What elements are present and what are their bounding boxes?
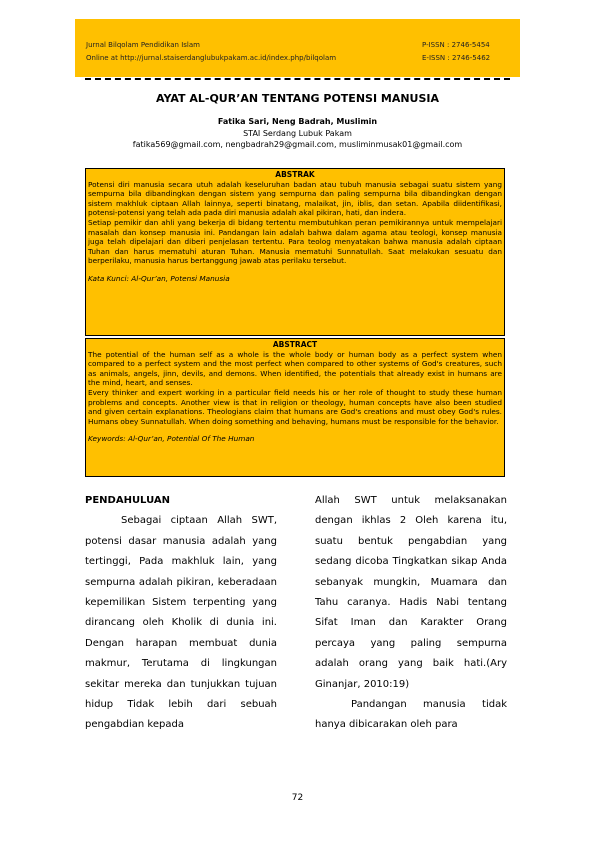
abstract-box <box>85 338 505 477</box>
article-affiliation: STAI Serdang Lubuk Pakam <box>243 129 352 138</box>
abstrak-keywords: Kata Kunci: Al-Qur’an, Potensi Manusia <box>88 273 230 283</box>
abstrak-heading: ABSTRAK <box>275 170 315 179</box>
abstrak-box <box>85 168 505 336</box>
header-divider <box>85 78 510 80</box>
abstract-heading: ABSTRACT <box>272 340 318 349</box>
journal-online-url[interactable]: Online at http://jurnal.staiserdanglubukpakam.ac.id/index.php/bilqolam <box>86 54 337 62</box>
abstrak-paragraph-2: Setiap pemikir dan ahli yang bekerja di bidang tertentu membutuhkan peran pemikirannya untuk mempelajari masalah dan konsep manusia ini. Pandangan lain adalah bahwa dalam agama atau teologi, konsep manusia juga telah dipelajari dan diberi penjelasan tertentu. Para teolog menyatakan bahwa manusia adalah ciptaan Tuhan dan harus mematuhi aturan Tuhan. Manusia mematuhi Sunnatullah. Saat melakukan sesuatu dan berperilaku, manusia harus bertanggung jawab atas perilaku tersebut. <box>88 217 502 266</box>
body-column-right <box>315 491 507 736</box>
author-emails[interactable]: fatika569@gmail.com, nengbadrah29@gmail.com, musliminmusak01@gmail.com <box>132 140 463 149</box>
page-number: 72 <box>291 793 304 803</box>
body-paragraph: Allah SWT untuk melaksanakan dengan ikhlas 2 Oleh karena itu, suatu bentuk pengabdian yang sedang dicoba Tingkatkan sikap Anda sebanyak mungkin, Muamara dan Tahu caranya. Hadis Nabi tentang Sifat Iman dan Karakter Orang percaya yang paling sempurna adalah orang yang baik hati.(Ary Ginanjar, 2010:19) <box>315 495 507 690</box>
e-issn: E-ISSN : 2746-5462 <box>422 54 491 62</box>
body-paragraph: Pandangan manusia tidak hanya dibicarakan oleh para <box>315 699 507 731</box>
body-column-left <box>85 491 277 736</box>
article-authors: Fatika Sari, Neng Badrah, Muslimin <box>217 117 378 126</box>
journal-name: Jurnal Bilqolam Pendidikan Islam <box>86 41 200 49</box>
section-heading-pendahuluan: PENDAHULUAN <box>85 495 170 506</box>
article-title: AYAT AL-QUR’AN TENTANG POTENSI MANUSIA <box>156 92 439 105</box>
abstract-keywords: Keywords: Al-Qur’an, Potential Of The Human <box>88 434 255 444</box>
journal-header-banner <box>75 19 520 77</box>
abstrak-paragraph-1: Potensi diri manusia secara utuh adalah keseluruhan badan atau tubuh manusia sebagai suatu sistem yang sempurna bila dibandingkan dengan sistem yang sempurna dan paling sempurna bila dibandingkan dengan sistem makhluk ciptaan Allah lainnya, seperti binatang, malaikat, jin, iblis, dan setan. Apabila diidentifikasi, potensi-potensi yang telah ada pada diri manusia adalah akal pikiran, hati, dan indera. <box>88 179 502 218</box>
abstract-paragraph-1: The potential of the human self as a whole is the whole body or human body as a perfect system when compared to a perfect system and the most perfect when compared to other systems of God's creatures, such as animals, angels, jinn, devils, and demons. When identified, the potentials that already exist in humans are the mind, heart, and senses. <box>88 349 502 388</box>
p-issn: P-ISSN : 2746-5454 <box>422 41 490 49</box>
abstract-paragraph-2: Every thinker and expert working in a particular field needs his or her role of thought to study these human problems and concepts. Another view is that in religion or theology, human concepts have also been studied and given certain explanations. Theologians claim that humans are God's creations and must obey God's rules. Humans obey Sunnatullah. When doing something and behaving, humans must be responsible for the behavior. <box>88 387 502 426</box>
body-paragraph: Sebagai ciptaan Allah SWT, potensi dasar manusia adalah yang tertinggi, Pada makhluk lain, yang sempurna adalah pikiran, keberadaan kepemilikan Sistem terpenting yang dirancang oleh Kholik di dunia ini. Dengan harapan membuat dunia makmur, Terutama di lingkungan sekitar mereka dan tunjukkan tujuan hidup Tidak lebih dari sebuah pengabdian kepada <box>85 515 277 731</box>
